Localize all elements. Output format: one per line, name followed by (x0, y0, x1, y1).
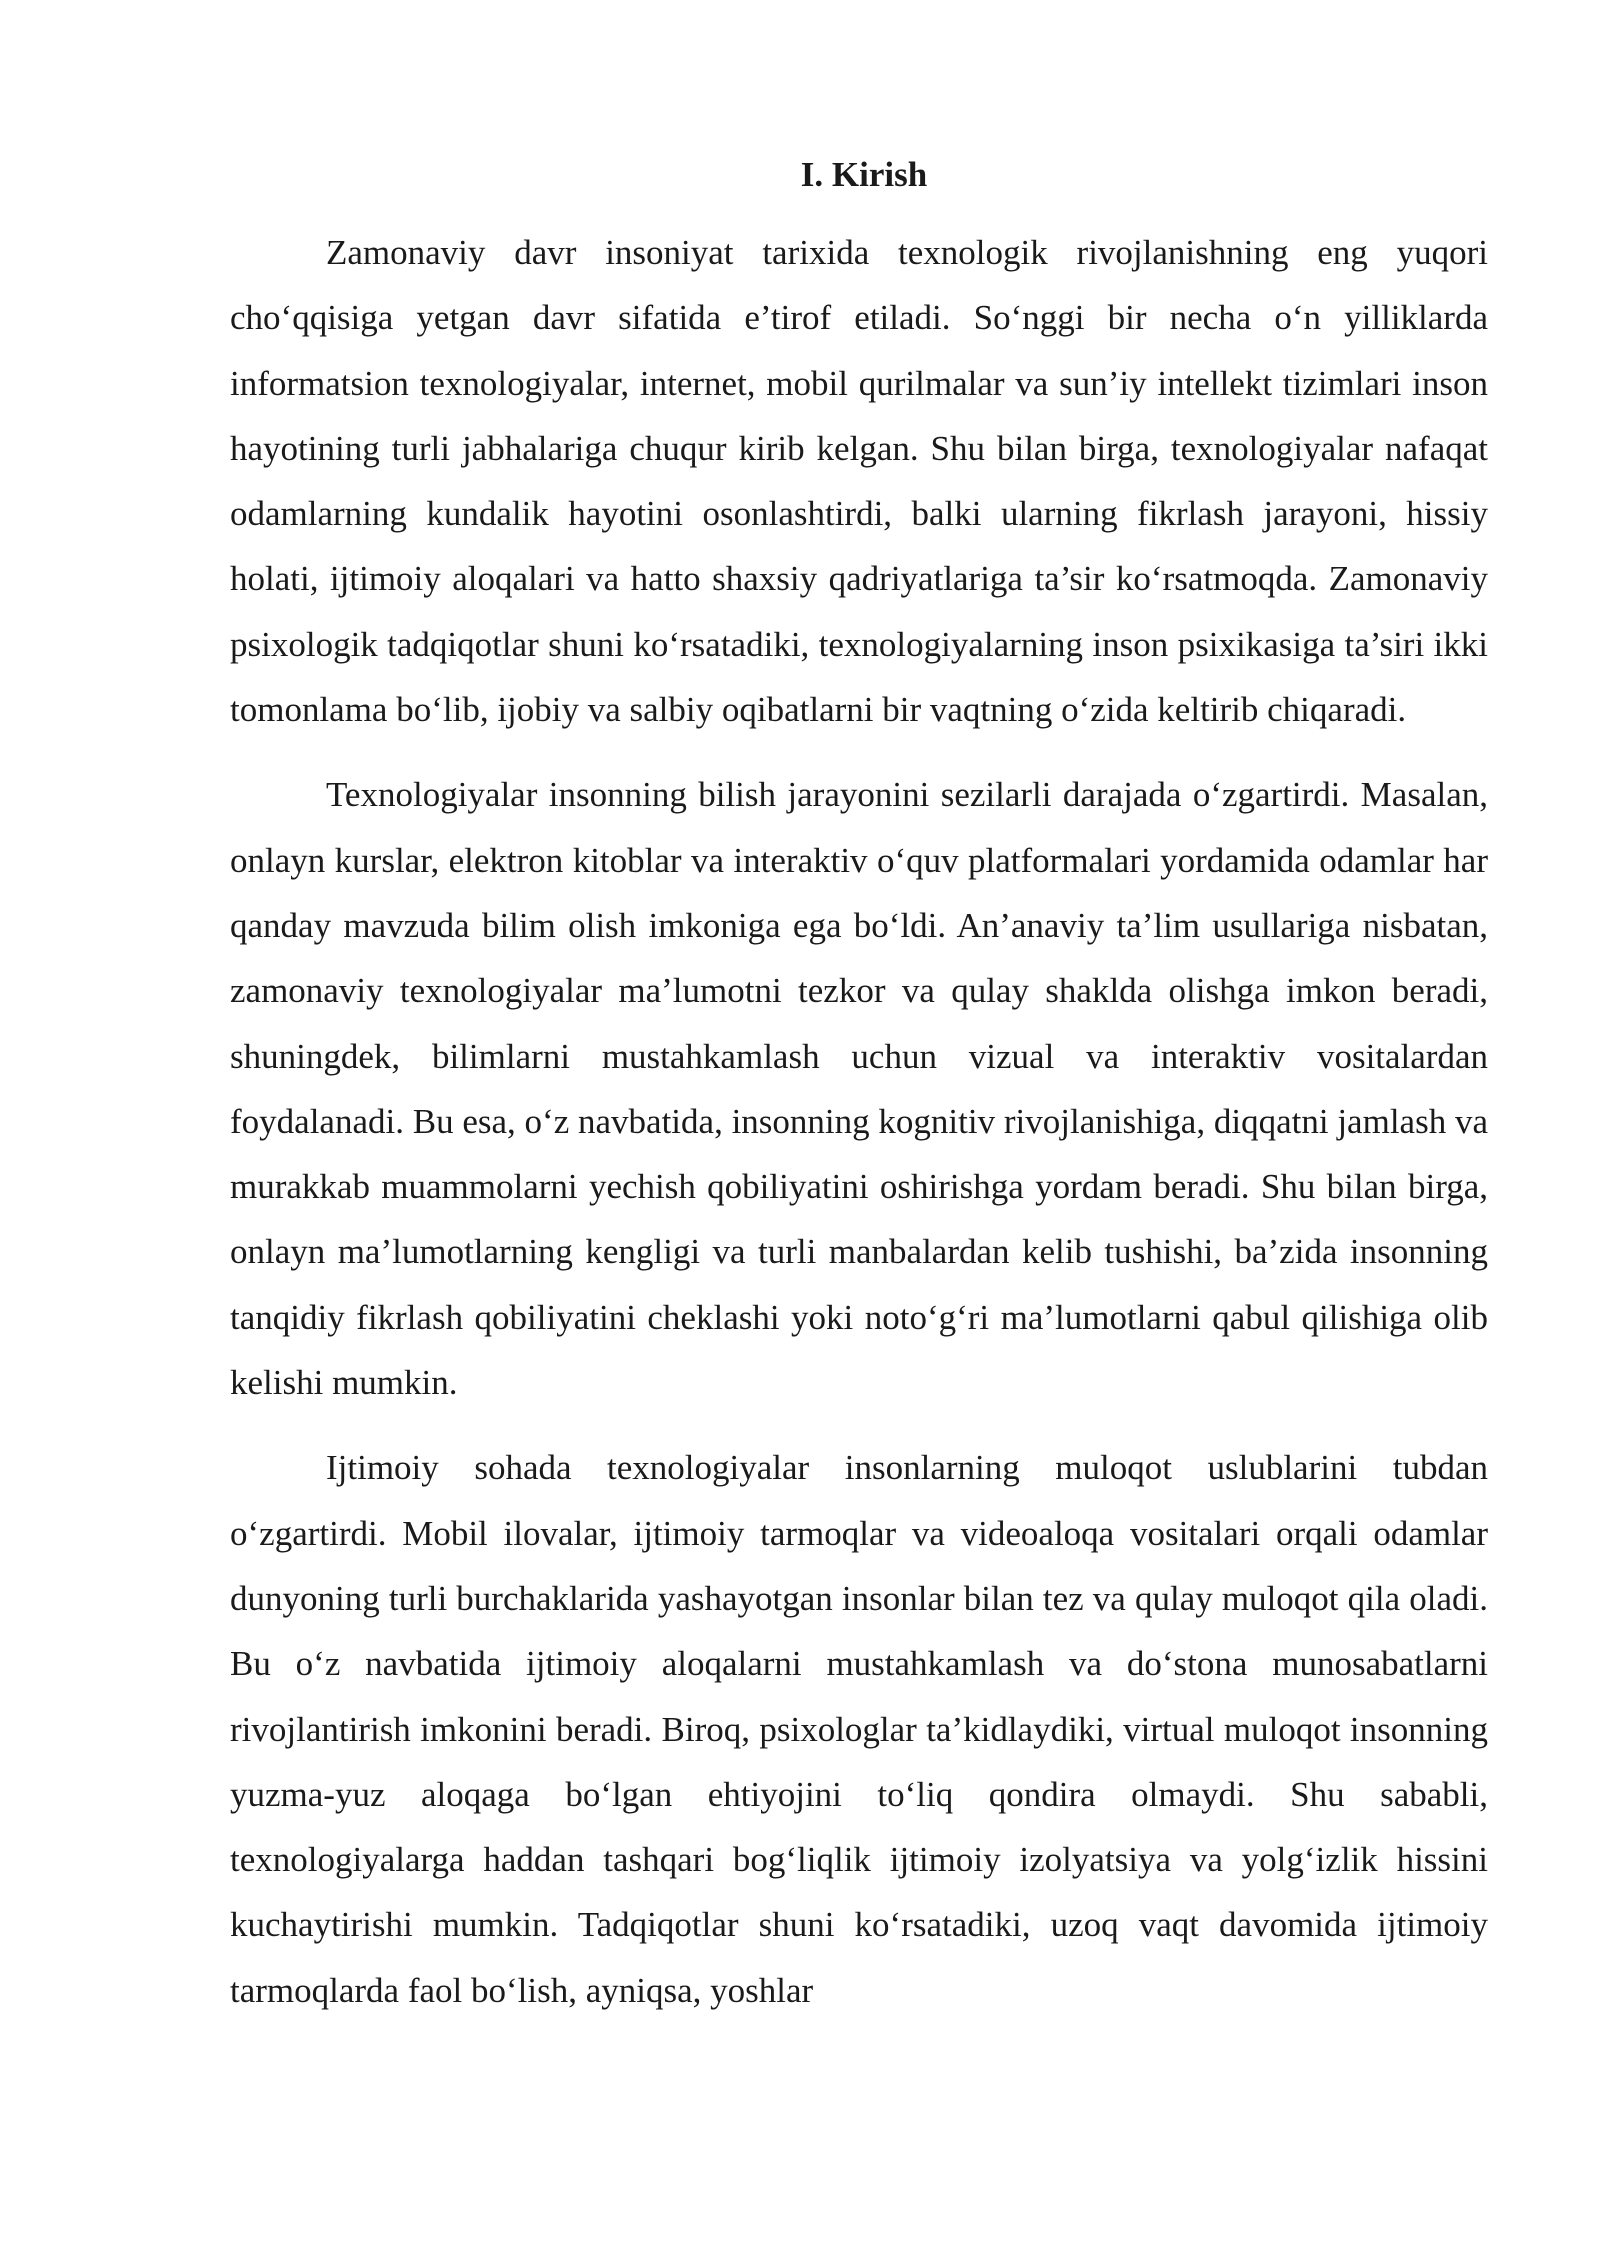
paragraph-1: Zamonaviy davr insoniyat tarixida texnologik rivojlanishning eng yuqori cho‘qqisiga yetgan davr sifatida e’tirof etiladi. So‘nggi bir necha o‘n yilliklarda informatsion texnologiyalar, internet, mobil qurilmalar va sun’iy intellekt tizimlari inson hayotining turli jabhalariga chuqur kirib kelgan. Shu bilan birga, texnologiyalar nafaqat odamlarning kundalik hayotini osonlashtirdi, balki ularning fikrlash jarayoni, hissiy holati, ijtimoiy aloqalari va hatto shaxsiy qadriyatlariga ta’sir ko‘rsatmoqda. Zamonaviy psixologik tadqiqotlar shuni ko‘rsatadiki, texnologiyalarning inson psixikasiga ta’siri ikki tomonlama bo‘lib, ijobiy va salbiy oqibatlarni bir vaqtning o‘zida keltirib chiqaradi. (230, 233, 1488, 730)
paragraph-2: Texnologiyalar insonning bilish jarayonini sezilarli darajada o‘zgartirdi. Masalan, onlayn kurslar, elektron kitoblar va interaktiv o‘quv platformalari yordamida odamlar har qanday mavzuda bilim olish imkoniga ega bo‘ldi. An’anaviy ta’lim usullariga nisbatan, zamonaviy texnologiyalar ma’lumotni tezkor va qulay shaklda olishga imkon beradi, shuningdek, bilimlarni mustahkamlash uchun vizual va interaktiv vositalardan foydalanadi. Bu esa, o‘z navbatida, insonning kognitiv rivojlanishiga, diqqatni jamlash va murakkab muammolarni yechish qobiliyatini oshirishga yordam beradi. Shu bilan birga, onlayn ma’lumotlarning kengligi va turli manbalardan kelib tushishi, ba’zida insonning tanqidiy fikrlash qobiliyatini cheklashi yoki noto‘g‘ri ma’lumotlarni qabul qilishiga olib kelishi mumkin. (230, 775, 1488, 1403)
paragraph-3: Ijtimoiy sohada texnologiyalar insonlarning muloqot uslublarini tubdan o‘zgartirdi. Mobil ilovalar, ijtimoiy tarmoqlar va videoaloqa vositalari orqali odamlar dunyoning turli burchaklarida yashayotgan insonlar bilan tez va qulay muloqot qila oladi. Bu o‘z navbatida ijtimoiy aloqalarni mustahkamlash va do‘stona munosabatlarni rivojlantirish imkonini beradi. Biroq, psixologlar ta’kidlaydiki, virtual muloqot insonning yuzma-yuz aloqaga bo‘lgan ehtiyojini to‘liq qondira olmaydi. Shu sababli, texnologiyalarga haddan tashqari bog‘liqlik ijtimoiy izolyatsiya va yolg‘izlik hissini kuchaytirishi mumkin. Tadqiqotlar shuni ko‘rsatadiki, uzoq vaqt davomida ijtimoiy tarmoqlarda faol bo‘lish, ayniqsa, yoshlar (230, 1448, 1488, 2010)
section-heading: I. Kirish (800, 155, 928, 194)
